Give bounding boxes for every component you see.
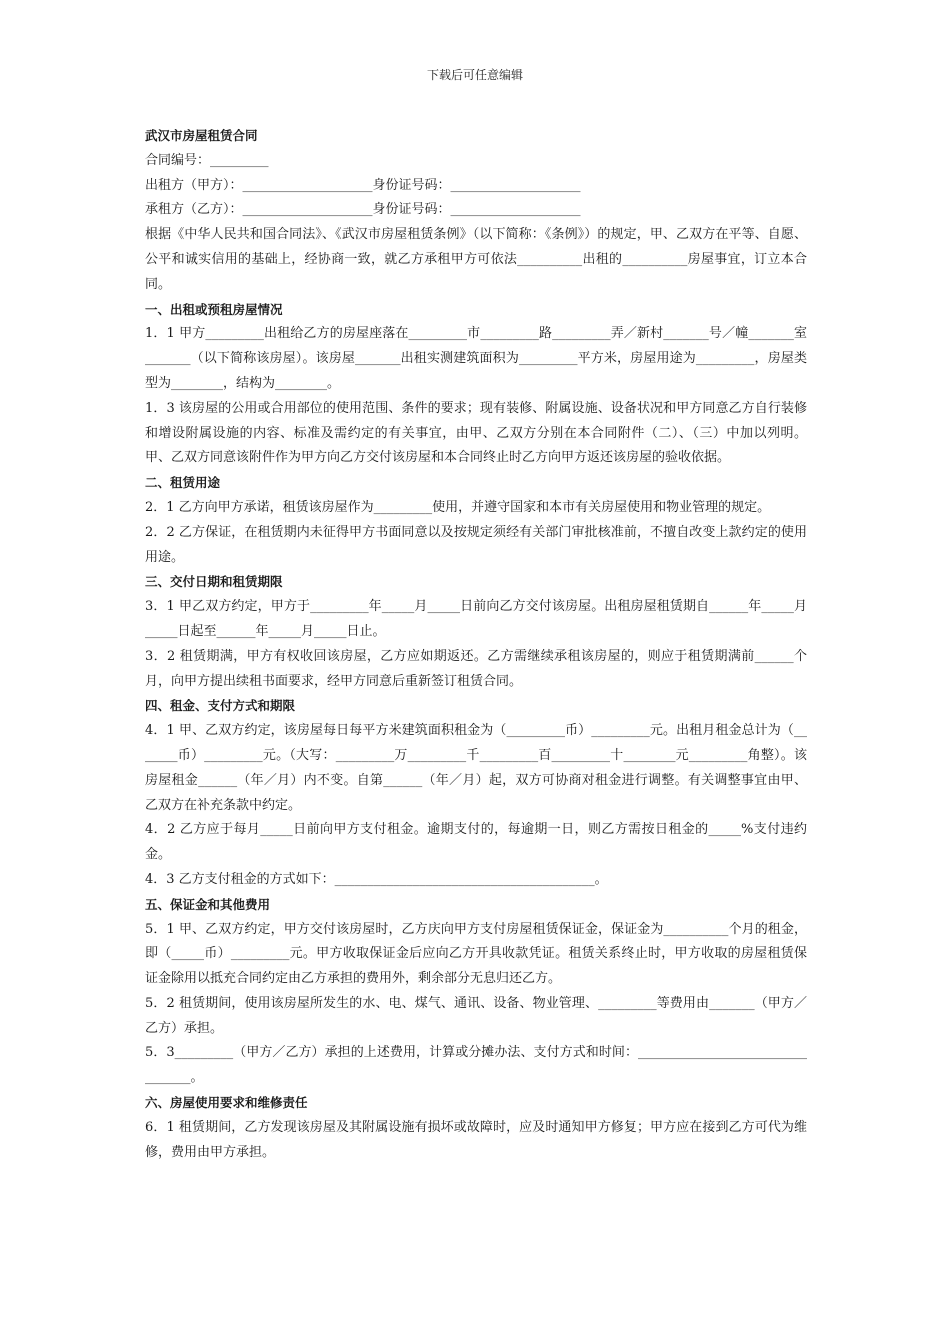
clause-6-1: 6．1 租赁期间，乙方发现该房屋及其附属设施有损坏或故障时，应及时通知甲方修复；甲方应在接到乙方可代为维修，费用由甲方承担。	[145, 1119, 807, 1160]
contract-body	[145, 124, 807, 1165]
lessee-line: 承租方（乙方）：____________________身份证号码：____________________	[145, 202, 581, 218]
clause-4-2: 4．2 乙方应于每月_____日前向甲方支付租金。逾期支付的，每逾期一日，则乙方需按日租金的_____%支付违约金。	[145, 822, 807, 863]
clause-5-2: 5．2 租赁期间，使用该房屋所发生的水、电、煤气、通讯、设备、物业管理、_________等费用由_______（甲方／乙方）承担。	[145, 995, 807, 1036]
clause-1-3: 1．3 该房屋的公用或合用部位的使用范围、条件的要求；现有装修、附属设施、设备状况和甲方同意乙方自行装修和增设附属设施的内容、标准及需约定的有关事宜，由甲、乙双方分别在本合同附件（二）、（三）中加以列明。甲、乙双方同意该附件作为甲方向乙方交付该房屋和本合同终止时乙方向甲方返还该房屋的验收依据。	[145, 400, 807, 466]
section-2-title: 二、租赁用途	[145, 475, 221, 491]
clause-3-1: 3．1 甲乙双方约定，甲方于_________年_____月_____日前向乙方交付该房屋。出租房屋租赁期自______年_____月_____日起至______年_____月_____日止。	[145, 599, 807, 639]
section-4-title: 四、租金、支付方式和期限	[145, 698, 296, 714]
clause-4-3: 4．3 乙方支付租金的方式如下：________________________________________。	[145, 871, 608, 887]
lessor-line: 出租方（甲方）：____________________身份证号码：____________________	[145, 177, 581, 193]
clause-4-1: 4．1 甲、乙双方约定，该房屋每日每平方米建筑面积租金为（_________币）_________元。出租月租金总计为（_______币）_________元。（大写：_________万_________千_________百_________十________元_________角整）。该房屋租金______（年／月）内不变。自第______（年／月）起，双方可协商对租金进行调整。有关调整事宜由甲、乙双方在补充条款中约定。	[145, 723, 807, 813]
page-header: 下载后可任意编辑	[426, 68, 523, 82]
contract-number-line: 合同编号：_________	[145, 152, 269, 168]
document-title: 武汉市房屋租赁合同	[145, 128, 258, 143]
intro-paragraph: 根据《中华人民共和国合同法》、《武汉市房屋租赁条例》（以下简称：《条例》）的规定，甲、乙双方在平等、自愿、公平和诚实信用的基础上，经协商一致，就乙方承租甲方可依法__________出租的__________房屋事宜，订立本合同。	[145, 227, 807, 292]
section-5-title: 五、保证金和其他费用	[145, 896, 271, 912]
section-6-title: 六、房屋使用要求和维修责任	[145, 1095, 308, 1111]
clause-5-3: 5．3_________（甲方／乙方）承担的上述费用，计算或分摊办法、支付方式和时间：_________________________________。	[145, 1045, 807, 1086]
clause-1-1: 1．1 甲方_________出租给乙方的房屋座落在_________市_________路_________弄／新村_______号／幢_______室_______（以下简称该房屋）。该房屋_______出租实测建筑面积为_________平方米，房屋用途为_________，房屋类型为________，结构为________。	[145, 326, 807, 391]
clause-2-2: 2．2 乙方保证，在租赁期内未征得甲方书面同意以及按规定须经有关部门审批核准前，不擅自改变上款约定的使用用途。	[145, 524, 807, 565]
clause-2-1: 2．1 乙方向甲方承诺，租赁该房屋作为_________使用，并遵守国家和本市有关房屋使用和物业管理的规定。	[145, 499, 771, 515]
section-3-title: 三、交付日期和租赁期限	[145, 574, 283, 590]
clause-5-1: 5．1 甲、乙双方约定，甲方交付该房屋时，乙方庆向甲方支付房屋租赁保证金，保证金为__________个月的租金，即（_____币）_________元。甲方收取保证金后应向乙方开具收款凭证。租赁关系终止时，甲方收取的房屋租赁保证金除用以抵充合同约定由乙方承担的费用外，剩余部分无息归还乙方。	[145, 921, 807, 987]
clause-3-2: 3．2 租赁期满，甲方有权收回该房屋，乙方应如期返还。乙方需继续承租该房屋的，则应于租赁期满前______个月，向甲方提出续租书面要求，经甲方同意后重新签订租赁合同。	[145, 648, 807, 689]
section-1-title: 一、出租或预租房屋情况	[145, 301, 283, 317]
